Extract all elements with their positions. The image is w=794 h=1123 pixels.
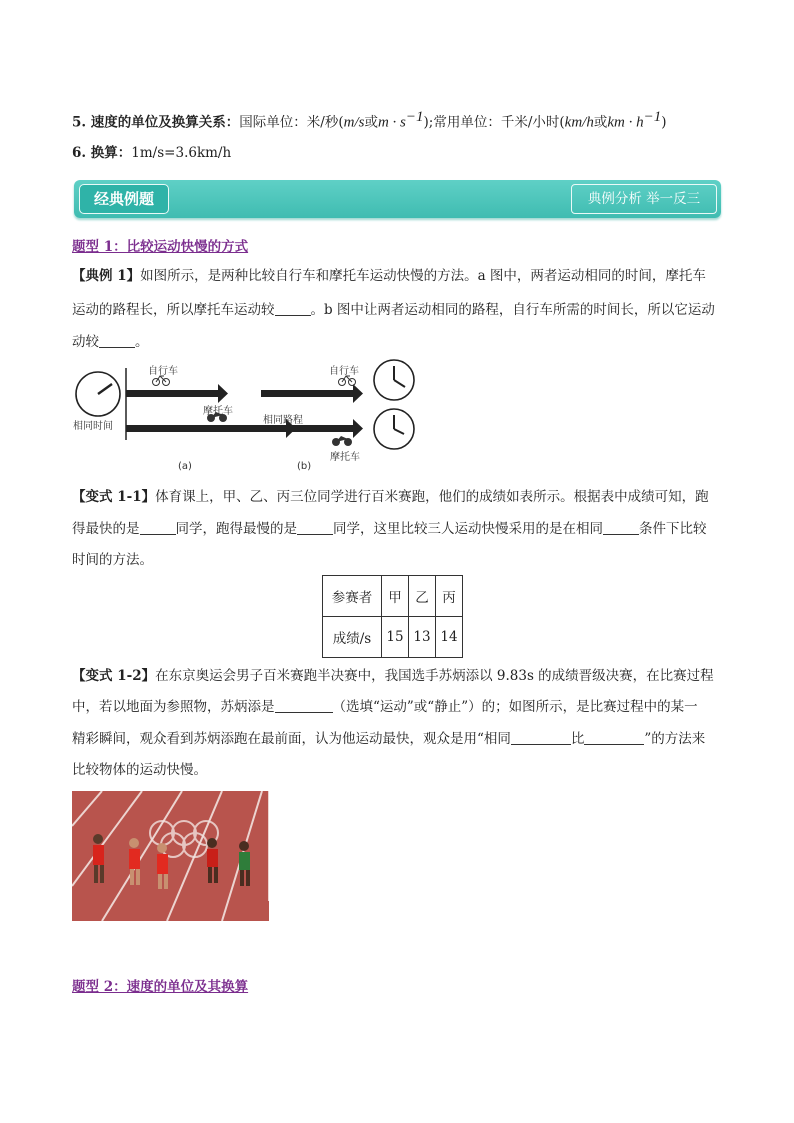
variant-1-1-line-3: 时间的方法。 xyxy=(72,552,153,568)
answer-blank xyxy=(99,333,135,348)
clock-icon xyxy=(374,360,414,400)
variant-1-2-line-2: 中，若以地面为参照物，苏炳添是 （选填“运动”或“静止”）的；如图所示，是比赛过程中的某一 xyxy=(72,699,698,715)
race-photo xyxy=(72,791,269,921)
example-1-line-2: 运动的路程长，所以摩托车运动较 。b 图中让两者运动相同的路程，自行车所需的时间长，所以它运动 xyxy=(72,302,715,318)
answer-blank xyxy=(275,301,311,316)
label-bike-a: 自行车 xyxy=(148,366,178,377)
answer-blank xyxy=(584,730,644,745)
variant-1-2-line-1: 【变式 1-2】在东京奥运会男子百米赛跑半决赛中，我国选手苏炳添以 9.83s 的成绩晋级决赛，在比赛过程 xyxy=(72,668,714,684)
banner-title: 经典例题 xyxy=(79,184,169,214)
bike-arrow xyxy=(126,384,228,403)
variant-1-2-line-3: 精彩瞬间，观众看到苏炳添跑在最前面，认为他运动最快，观众是用“相同 比 ”的方法来 xyxy=(72,731,706,747)
table-cell: 15 xyxy=(382,617,409,658)
table-cell: 甲 xyxy=(382,576,409,617)
clock-icon xyxy=(374,409,414,449)
answer-blank xyxy=(140,520,176,535)
label-moto-b: 摩托车 xyxy=(330,452,360,463)
label-moto-a: 摩托车 xyxy=(203,406,233,417)
answer-blank xyxy=(275,698,333,713)
label-same-distance: 相同路程 xyxy=(263,415,303,426)
variant-1-2-line-4: 比较物体的运动快慢。 xyxy=(72,762,207,778)
type-1-heading: 题型 1：比较运动快慢的方式 xyxy=(72,239,249,255)
table-row xyxy=(323,617,463,658)
table-cell: 参赛者 xyxy=(323,576,382,617)
item-5: 5. 速度的单位及换算关系：国际单位：米/秒(m/s或$m \cdot s^{-1}$);常用单位：千米/小时(km/h或km · $h^{-1}$) xyxy=(72,109,667,131)
clock-icon xyxy=(76,372,120,416)
motorcycle-icon xyxy=(332,436,352,446)
answer-blank xyxy=(603,520,639,535)
table-cell: 乙 xyxy=(409,576,436,617)
comparison-figure xyxy=(70,358,430,478)
answer-blank xyxy=(511,730,571,745)
example-1-line-3: 动较 。 xyxy=(72,334,149,350)
table-header-row xyxy=(323,576,463,617)
label-bike-b: 自行车 xyxy=(329,366,359,377)
variant-1-1-line-2: 得最快的是 同学，跑得最慢的是 同学，这里比较三人运动快慢采用的是在相同 条件下比较 xyxy=(72,521,707,537)
answer-blank xyxy=(297,520,333,535)
caption-a: (a) xyxy=(178,461,192,472)
table-cell: 13 xyxy=(409,617,436,658)
item-6: 6. 换算：1m/s=3.6km/h xyxy=(72,145,232,161)
type-2-heading: 题型 2：速度的单位及其换算 xyxy=(72,979,249,995)
bicycle-icon xyxy=(339,376,356,386)
table-cell: 成绩/s xyxy=(323,617,382,658)
score-table xyxy=(322,575,463,658)
table-cell: 丙 xyxy=(436,576,463,617)
label-same-time: 相同时间 xyxy=(73,421,113,432)
bike-arrow-b xyxy=(261,384,363,403)
caption-b: (b) xyxy=(297,461,312,472)
example-1-line-1: 【典例 1】如图所示，是两种比较自行车和摩托车运动快慢的方法。a 图中，两者运动相同的时间，摩托车 xyxy=(72,268,706,284)
race-photo-image xyxy=(72,791,269,921)
banner-subtitle: 典例分析 举一反三 xyxy=(571,184,717,214)
bicycle-icon xyxy=(153,376,170,386)
variant-1-1-line-1: 【变式 1-1】体育课上，甲、乙、丙三位同学进行百米赛跑，他们的成绩如表所示。根据表中成绩可知，跑 xyxy=(72,489,709,505)
table-cell: 14 xyxy=(436,617,463,658)
item-5-prefix: 5. 速度的单位及换算关系： xyxy=(72,114,240,131)
